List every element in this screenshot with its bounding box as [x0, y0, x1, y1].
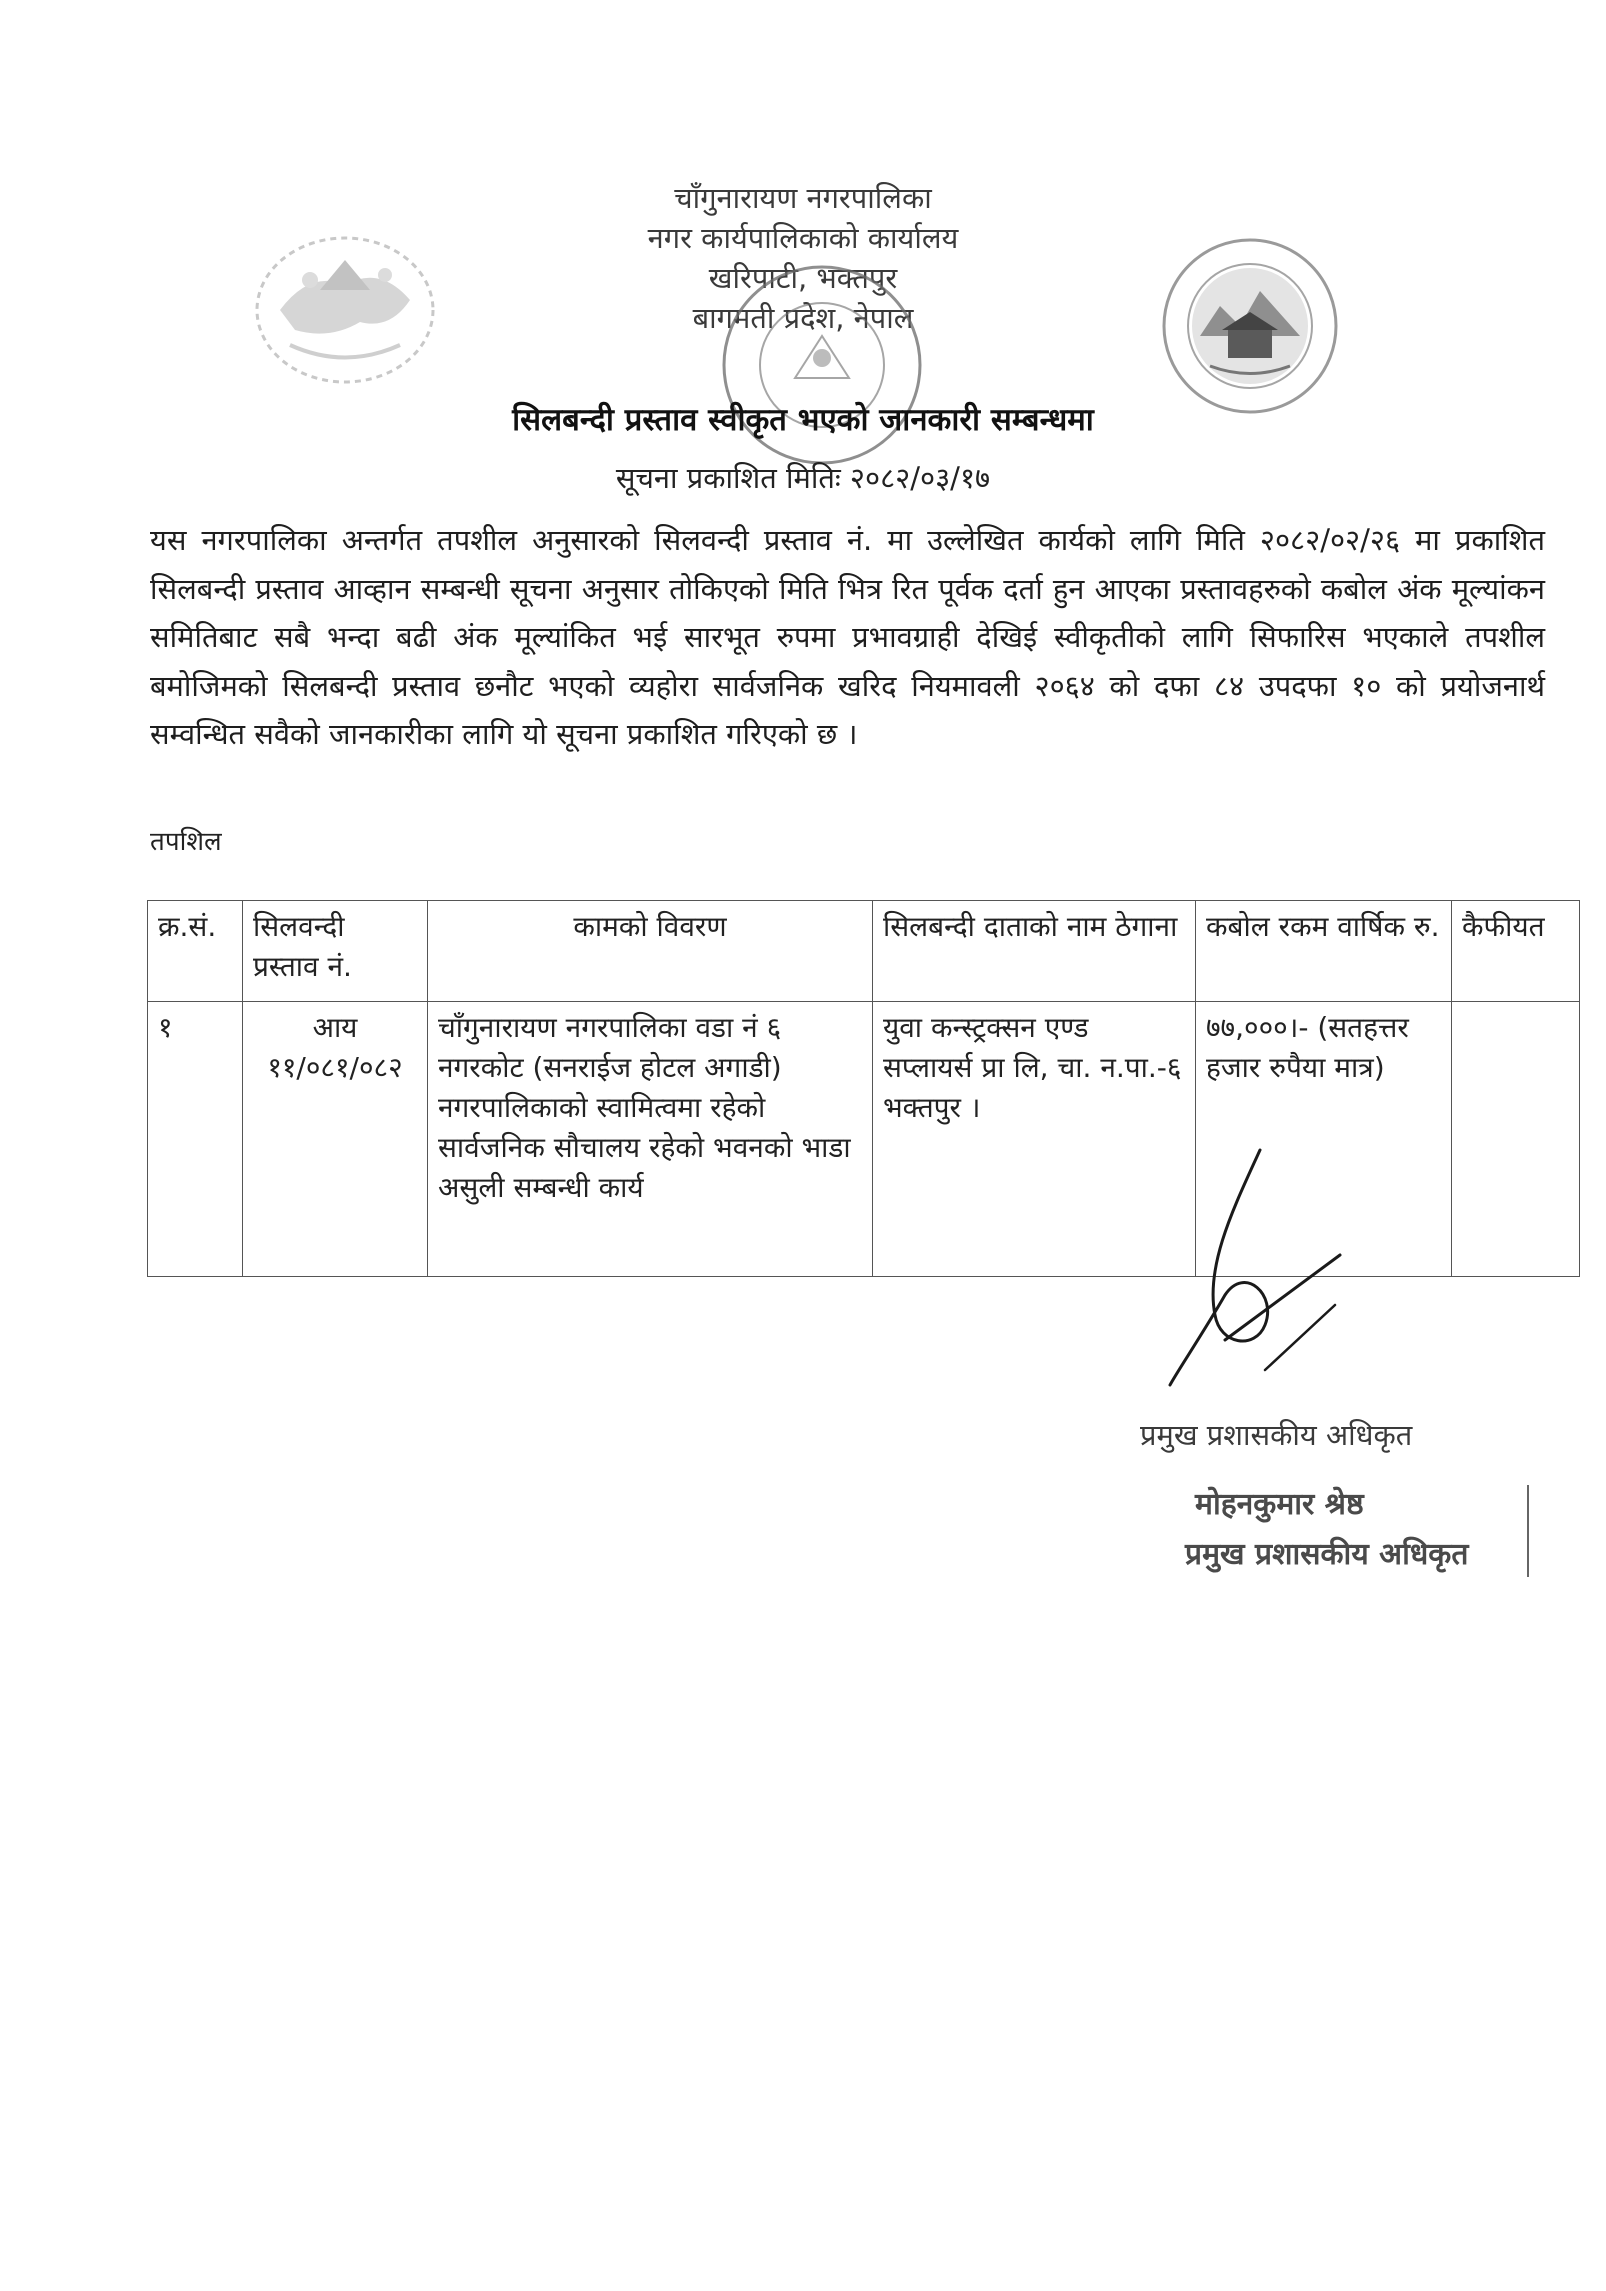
header-bidder: सिलबन्दी दाताको नाम ठेगाना	[873, 901, 1196, 1002]
details-label: तपशिल	[150, 827, 222, 857]
signatory-title: प्रमुख प्रशासकीय अधिकृत	[1140, 1418, 1413, 1452]
signatory-name-stamp: मोहनकुमार श्रेष्ठ	[1195, 1487, 1364, 1522]
notice-body: यस नगरपालिका अन्तर्गत तपशील अनुसारको सिलवन्दी प्रस्ताव नं. मा उल्लेखित कार्यको लागि मिति २०८२/०२/२६ मा प्रकाशित सिलबन्दी प्रस्ताव आव्हान सम्बन्धी सूचना अनुसार तोकिएको मिति भित्र रित पूर्वक दर्ता हुन आएका प्रस्तावहरुको कबोल अंक मूल्यांकन समितिबाट सबै भन्दा बढी अंक मूल्यांकित भई सारभूत रुपमा प्रभावग्राही देखिई स्वीकृतीको लागि सिफारिस भएकाले तपशील बमोजिमको सिलबन्दी प्रस्ताव छनौट भएको व्यहोरा सार्वजनिक खरिद नियमावली २०६४ को दफा ८४ उपदफा १० को प्रयोजनार्थ सम्वन्धित सवैको जानकारीका लागि यो सूचना प्रकाशित गरिएको छ ।	[150, 523, 1545, 751]
table-row	[148, 1002, 1580, 1277]
cell-amount: ७७,०००।- (सतहत्तर हजार रुपैया मात्र)	[1196, 1002, 1452, 1277]
handwritten-signature	[1165, 1145, 1345, 1410]
published-date: सूचना प्रकाशित मितिः २०८२/०३/१७	[615, 461, 991, 495]
notice-subject: सिलबन्दी प्रस्ताव स्वीकृत भएको जानकारी सम्बन्धमा	[512, 402, 1094, 438]
cell-proposal-no: आय ११/०८१/०८२	[243, 1002, 428, 1277]
province-country: बागमती प्रदेश, नेपाल	[692, 301, 914, 335]
stamp-border-line	[1527, 1485, 1529, 1577]
header-work: कामको विवरण	[428, 901, 873, 1002]
cell-remarks	[1452, 1002, 1580, 1277]
cell-sn: १	[148, 1002, 243, 1277]
table-header-row	[148, 901, 1580, 1002]
cell-bidder: युवा कन्स्ट्रक्सन एण्ड सप्लायर्स प्रा लि, चा. न.पा.-६ भक्तपुर ।	[873, 1002, 1196, 1277]
award-table	[147, 900, 1580, 1277]
header-amount: कबोल रकम वार्षिक रु.	[1196, 901, 1452, 1002]
office-address: खरिपाटी, भक्तपुर	[708, 261, 898, 295]
header-remarks: कैफीयत	[1452, 901, 1580, 1002]
office-name: नगर कार्यपालिकाको कार्यालय	[647, 221, 959, 255]
cell-work: चाँगुनारायण नगरपालिका वडा नं ६ नगरकोट (सनराईज होटल अगाडी) नगरपालिकाको स्वामित्वमा रहेको सार्वजनिक सौचालय रहेको भवनको भाडा असुली सम्बन्धी कार्य	[428, 1002, 873, 1277]
signatory-designation-stamp: प्रमुख प्रशासकीय अधिकृत	[1185, 1537, 1469, 1572]
header-sn: क्र.सं.	[148, 901, 243, 1002]
office-seal-stamp	[715, 258, 930, 473]
municipality-name: चाँगुनारायण नगरपालिका	[674, 181, 932, 215]
header-proposal-no: सिलवन्दी प्रस्ताव नं.	[243, 901, 428, 1002]
